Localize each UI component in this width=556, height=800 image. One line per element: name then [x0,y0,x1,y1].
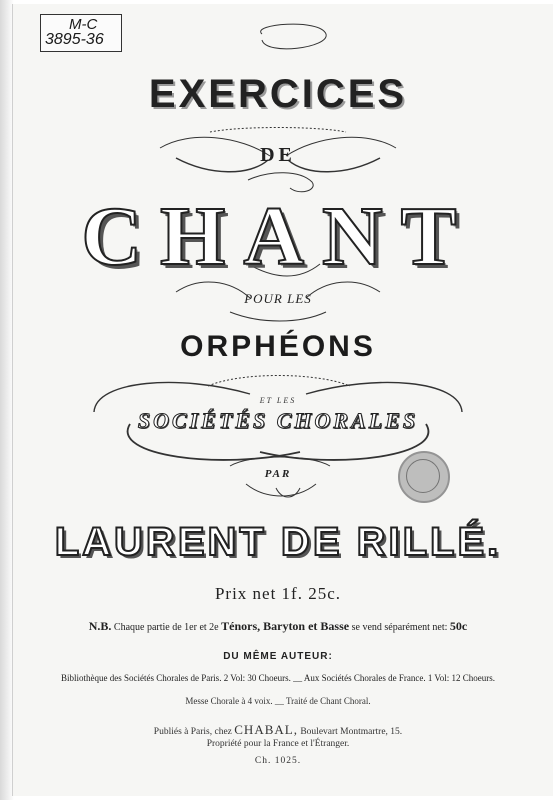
publisher-text-1: Publiés à Paris, chez [153,727,232,737]
nb-text-2: se vend séparément net: [351,622,448,633]
nb-prefix: N.B. [88,619,112,633]
other-works-line-1: Bibliothèque des Sociétés Chorales de Paris. 2 Vol: 30 Choeurs. __ Aux Sociétés Chorales de France. 1 Vol: 12 Choeurs. [60,673,496,683]
nb-text-1: Chaque partie de 1er et 2e [113,622,219,633]
stamp-line-1: M-C [69,16,98,33]
du-meme-auteur-heading: DU MÊME AUTEUR: [223,651,333,662]
nota-bene-line [0,619,556,634]
title-chant: CHANT [81,190,475,283]
author-name: LAURENT DE RILLÉ. [54,520,502,564]
title-exercices: EXERCICES [148,72,408,116]
title-orpheons: ORPHÉONS [180,330,376,363]
other-works-line-2: Messe Chorale à 4 voix. __ Traité de Chant Choral. [185,696,371,706]
nb-parts: Ténors, Baryton et Basse [221,619,350,633]
stamp-line-2: 3895-36 [45,31,104,48]
plate-number: Ch. 1025. [254,756,302,766]
publisher-name: CHABAL, [234,722,298,737]
publisher-address: Boulevart Montmartre, 15. [300,727,403,737]
title-societes-chorales: SOCIÉTÉS CHORALES [137,408,419,433]
title-et-les: ET LES [259,396,297,405]
title-pour-les: POUR LES [244,291,312,306]
title-de: DE [260,144,296,166]
nb-net-price: 50c [449,619,468,633]
price-line: Prix net 1f. 25c. [214,584,342,603]
rights-line: Propriété pour la France et l'Étranger. [206,739,350,749]
publisher-line [0,722,556,738]
title-par: PAR [264,468,292,480]
